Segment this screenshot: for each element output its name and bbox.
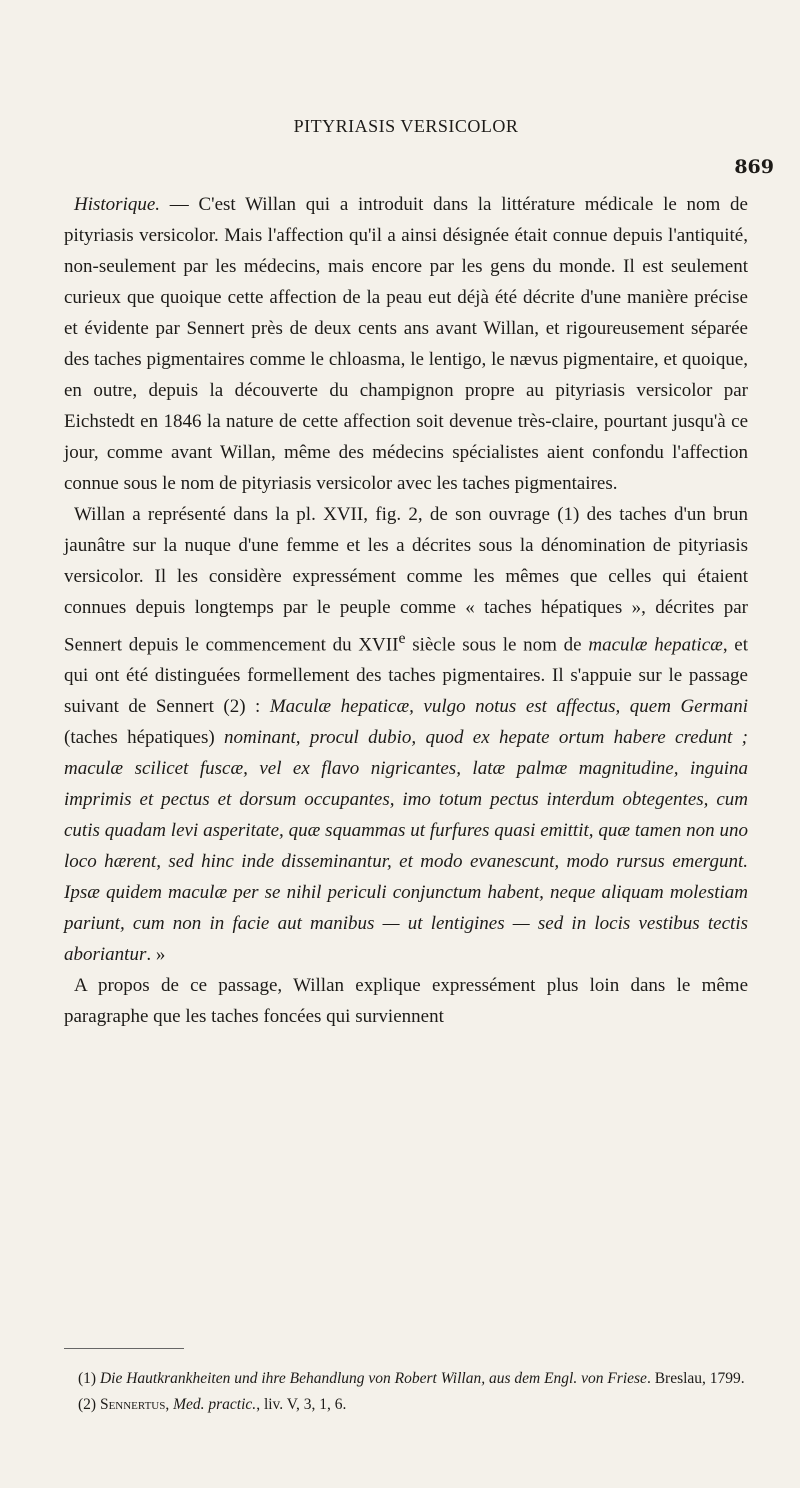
historique-heading: Historique. — [74, 194, 161, 215]
footnote-marker: (1) — [78, 1370, 100, 1387]
paragraph-text: . » — [146, 944, 166, 966]
paragraph-text: — C'est Willan qui a introduit dans la littérature médicale le nom de pityriasis versicolor. Mais l'affection qu'il a ainsi désignée était connue depuis l'antiquité, non-seulement par les médecins, mais encore par les gens du monde. Il est seulement curieux que quoique cette affection de la peau eut déjà été décrite d'une manière précise et évidente par Sennert près de deux cents ans avant Willan, et rigoureusement séparée des taches pigmentaires comme le chloasma, le lentigo, le nævus pigmentaire, et quoique, en outre, depuis la découverte du champignon propre au pityriasis versicolor par Eichstedt en 1846 la nature de cette affection soit devenue très-claire, pourtant jusqu'à ce jour, comme avant Willan, même des médecins spécialistes aient confondu l'affection connue sous le nom de pityriasis versicolor avec les taches pigmentaires. — [64, 194, 748, 494]
century-number: XVII — [358, 634, 399, 656]
footnote-separator — [64, 1348, 184, 1349]
paragraph-text: , fig. 2, de son ouvrage (1) des taches d'un brun jaunâtre sur la nuque d'une femme et les a décrites sous la dénomination de pityriasis versicolor. Il les considère expressément comme les mêmes que celles qui étaient connues depuis longtemps par le peuple comme « taches hépatiques », décrites par Sennert depuis le commencement du — [64, 504, 748, 656]
paragraph-text: , et qui ont été distinguées formellement des taches pigmentaires. Il s'appuie sur le passage suivant de Sennert (2) : — [64, 634, 749, 718]
footnote-2: (2) Sennertus, Med. practic., liv. V, 3, 1, 6. — [78, 1396, 347, 1413]
paragraph-a-propos — [64, 970, 748, 1032]
body-text — [64, 189, 748, 1032]
century-superscript: e — [398, 630, 406, 647]
footnote-text: , liv. V, 3, 1, 6. — [256, 1396, 347, 1413]
latin-term: maculæ hepaticæ — [588, 634, 723, 656]
footnote-title: Die Hautkrankheiten und ihre Behandlung von Robert Willan, aus dem Engl. von Friese — [99, 1370, 647, 1387]
footnote-title: Med. practic. — [173, 1396, 257, 1413]
paragraph-text: siècle sous le nom de — [405, 634, 589, 656]
footnote-marker: (2) — [78, 1396, 100, 1413]
paragraph-text: Willan a représenté dans la pl. — [74, 504, 324, 525]
footnote-1 — [64, 1366, 760, 1392]
book-page — [0, 116, 800, 1488]
footnote-author: Sennertus — [99, 1396, 166, 1413]
latin-quote: Maculæ hepaticæ, vulgo notus est affectus, quem Germani — [269, 696, 748, 718]
plate-number: XVII — [323, 504, 364, 525]
paragraph-text: A propos de ce passage, Willan explique expressément plus loin dans le même paragraphe que les taches foncées qui surviennent — [64, 975, 748, 1028]
paragraph-text: (taches hépatiques) — [64, 727, 225, 749]
footnotes — [64, 1366, 760, 1418]
paragraph-historique — [64, 189, 748, 499]
footnote-text: . Breslau, 1799. — [646, 1370, 745, 1387]
page-number: 869 — [734, 156, 774, 178]
section-title: PITYRIASIS VERSICOLOR — [293, 116, 519, 136]
paragraph-willan — [64, 499, 748, 970]
latin-quote: nominant, procul dubio, quod ex hepate ortum habere credunt ; maculæ scilicet fuscæ, vel ex flavo nigricantes, latæ palmæ magnitudine, inguina imprimis et pectus et dorsum occupantes, imo totum pectus interdum obtegentes, cum cutis quadam levi asperitate, quæ squammas ut furfures quasi emittit, quæ tamen non uno loco hærent, sed hinc inde disseminantur, et modo evanescunt, modo rursus emergunt. Ipsæ quidem maculæ per se nihil periculi conjunctum habent, neque aliquam molestiam pariunt, cum non in facie aut manibus — ut lentigines — sed in locis vestibus tectis aboriantur — [64, 727, 748, 966]
